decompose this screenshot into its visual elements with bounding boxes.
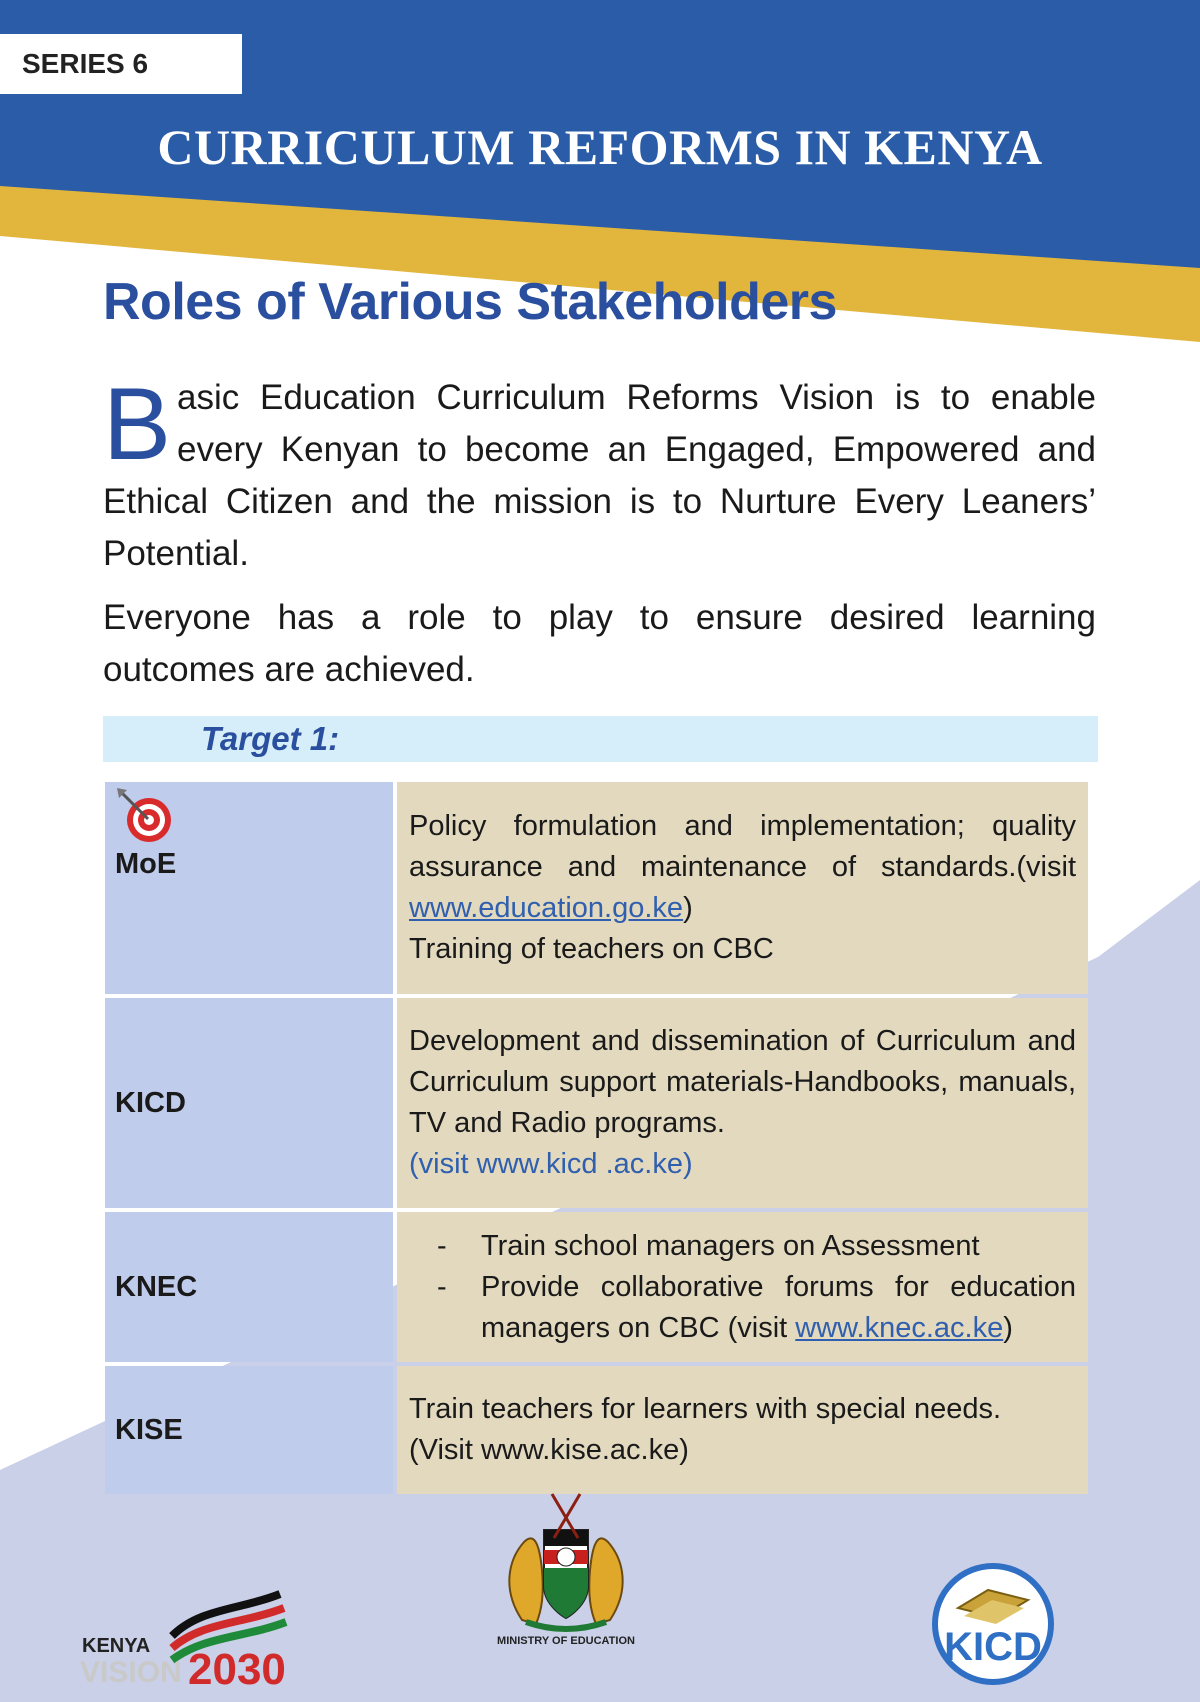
list-item bbox=[409, 1226, 1076, 1267]
role-text-2: Training of teachers on CBC bbox=[409, 933, 774, 965]
org-name: KNEC bbox=[115, 1270, 198, 1303]
page-title: Roles of Various Stakeholders bbox=[103, 273, 837, 331]
target-bar bbox=[103, 716, 1098, 762]
table-row bbox=[105, 1366, 1088, 1494]
org-name: KICD bbox=[115, 1086, 186, 1119]
vision-kenya-text: KENYA bbox=[82, 1635, 151, 1657]
intro-paragraph bbox=[103, 367, 1096, 580]
knec-link[interactable]: www.knec.ac.ke bbox=[795, 1311, 1004, 1344]
role-description bbox=[397, 782, 1088, 994]
kicd-link[interactable]: (visit www.kicd .ac.ke) bbox=[409, 1148, 693, 1180]
table-row bbox=[105, 782, 1088, 994]
intro-paragraph-2: Everyone has a role to play to ensure desired learning outcomes are achieved. bbox=[103, 598, 1096, 689]
moe-link[interactable]: www.education.go.ke bbox=[409, 892, 684, 924]
coat-of-arms-logo bbox=[482, 1490, 650, 1646]
vision-word-text: VISION bbox=[80, 1656, 182, 1686]
org-cell bbox=[105, 782, 393, 994]
bullet-text: Train school managers on Assessment bbox=[481, 1229, 980, 1262]
vision-year-text: 2030 bbox=[188, 1645, 286, 1686]
role-description bbox=[397, 998, 1088, 1208]
role-description bbox=[397, 1366, 1088, 1494]
role-description bbox=[397, 1212, 1088, 1362]
roles-table bbox=[101, 778, 1092, 1498]
drop-cap: B bbox=[103, 367, 172, 481]
org-cell bbox=[105, 998, 393, 1208]
role-text: Development and dissemination of Curriculum and Curriculum support materials-Handbooks, manuals, TV and Radio programs. bbox=[409, 1025, 1076, 1139]
ministry-label: MINISTRY OF EDUCATION bbox=[497, 1635, 635, 1646]
bullet-text: Provide collaborative forums for education managers on CBC (visit bbox=[481, 1270, 1076, 1344]
intro-text: asic Education Curriculum Reforms Vision is to enable every Kenyan to become an Engaged, Empowered and Ethical Citizen and the mission is to Nurture Every Leaners’ Potential. bbox=[103, 378, 1096, 573]
role-text: Policy formulation and implementation; quality assurance and maintenance of standards.(visit bbox=[409, 810, 1076, 883]
kenya-vision-2030-logo bbox=[80, 1590, 320, 1686]
series-tag: SERIES 6 bbox=[0, 34, 242, 94]
banner-title: CURRICULUM REFORMS IN KENYA bbox=[157, 119, 1043, 175]
table-row bbox=[105, 1212, 1088, 1362]
target-label: Target 1: bbox=[201, 720, 340, 757]
role-text: Train teachers for learners with special needs. bbox=[409, 1393, 1002, 1425]
org-cell bbox=[105, 1366, 393, 1494]
role-text-end: ) bbox=[683, 892, 693, 924]
org-name: KISE bbox=[115, 1413, 183, 1446]
list-item bbox=[409, 1267, 1076, 1349]
kicd-logo bbox=[928, 1556, 1058, 1686]
org-cell bbox=[105, 1212, 393, 1362]
table-row bbox=[105, 998, 1088, 1208]
kise-link[interactable]: (Visit www.kise.ac.ke) bbox=[409, 1434, 689, 1466]
bullet-dash: - bbox=[437, 1270, 447, 1303]
bullet-text-end: ) bbox=[1003, 1311, 1013, 1344]
kicd-logo-text: KICD bbox=[944, 1625, 1042, 1669]
org-name: MoE bbox=[115, 848, 177, 880]
role-bullet-list bbox=[409, 1226, 1076, 1349]
bullet-dash: - bbox=[437, 1229, 447, 1262]
target-icon bbox=[115, 788, 175, 844]
